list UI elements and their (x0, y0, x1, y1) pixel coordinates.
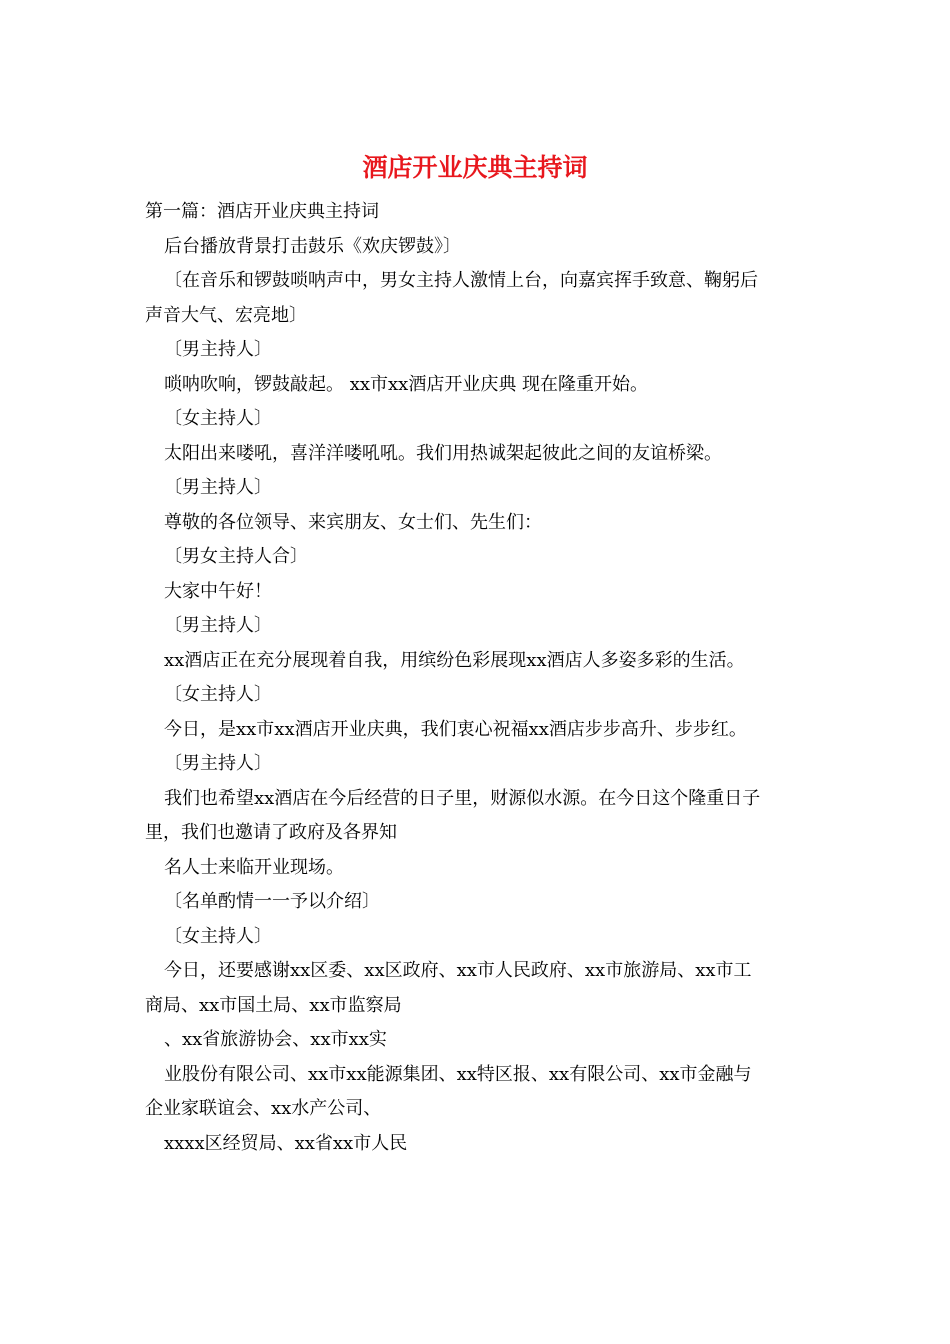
speaker-cue: 〔男主持人〕 (164, 339, 272, 360)
paragraph: 业股份有限公司、xx市xx能源集团、xx特区报、xx有限公司、xx市金融与 (164, 1063, 752, 1085)
paragraph: 名人士来临开业现场。 (164, 856, 344, 878)
speaker-cue: 〔女主持人〕 (164, 925, 272, 947)
paragraph-continuation: 企业家联谊会、xx水产公司、 (145, 1098, 382, 1119)
stage-direction: 〔名单酌情一一予以介绍〕 (164, 891, 380, 912)
paragraph-continuation: 商局、xx市国土局、xx市监察局 (145, 994, 402, 1016)
section-heading: 第一篇：酒店开业庆典主持词 (145, 201, 379, 222)
paragraph: xxxx区经贸局、xx省xx市人民 (164, 1132, 408, 1154)
paragraph: 太阳出来喽吼，喜洋洋喽吼吼。我们用热诚架起彼此之间的友谊桥梁。 (164, 442, 722, 464)
paragraph: 后台播放背景打击鼓乐《欢庆锣鼓》〕 (164, 235, 461, 257)
paragraph: 大家中午好！ (164, 580, 272, 602)
speaker-cue: 〔男女主持人合〕 (164, 546, 308, 567)
paragraph-continuation: 声音大气、宏亮地〕 (145, 304, 307, 326)
speaker-cue: 〔男主持人〕 (164, 477, 272, 498)
paragraph: 、xx省旅游协会、xx市xx实 (164, 1029, 387, 1050)
speaker-cue: 〔男主持人〕 (164, 615, 272, 636)
document-body (145, 195, 810, 1161)
document-title: 酒店开业庆典主持词 (362, 153, 588, 182)
paragraph: 唢呐吹响，锣鼓敲起。 xx市xx酒店开业庆典 现在隆重开始。 (164, 373, 649, 395)
paragraph: 尊敬的各位领导、来宾朋友、女士们、先生们： (164, 511, 542, 533)
paragraph: 〔在音乐和锣鼓唢呐声中，男女主持人激情上台，向嘉宾挥手致意、鞠躬后 (164, 270, 758, 291)
paragraph: 今日，还要感谢xx区委、xx区政府、xx市人民政府、xx市旅游局、xx市工 (164, 960, 752, 981)
speaker-cue: 〔男主持人〕 (164, 753, 272, 774)
paragraph: 今日，是xx市xx酒店开业庆典，我们衷心祝福xx酒店步步高升、步步红。 (164, 718, 747, 740)
speaker-cue: 〔女主持人〕 (164, 408, 272, 429)
paragraph: 我们也希望xx酒店在今后经营的日子里，财源似水源。在今日这个隆重日子 (164, 787, 761, 809)
paragraph-continuation: 里，我们也邀请了政府及各界知 (145, 822, 397, 843)
speaker-cue: 〔女主持人〕 (164, 684, 272, 705)
paragraph: xx酒店正在充分展现着自我，用缤纷色彩展现xx酒店人多姿多彩的生活。 (164, 649, 745, 671)
